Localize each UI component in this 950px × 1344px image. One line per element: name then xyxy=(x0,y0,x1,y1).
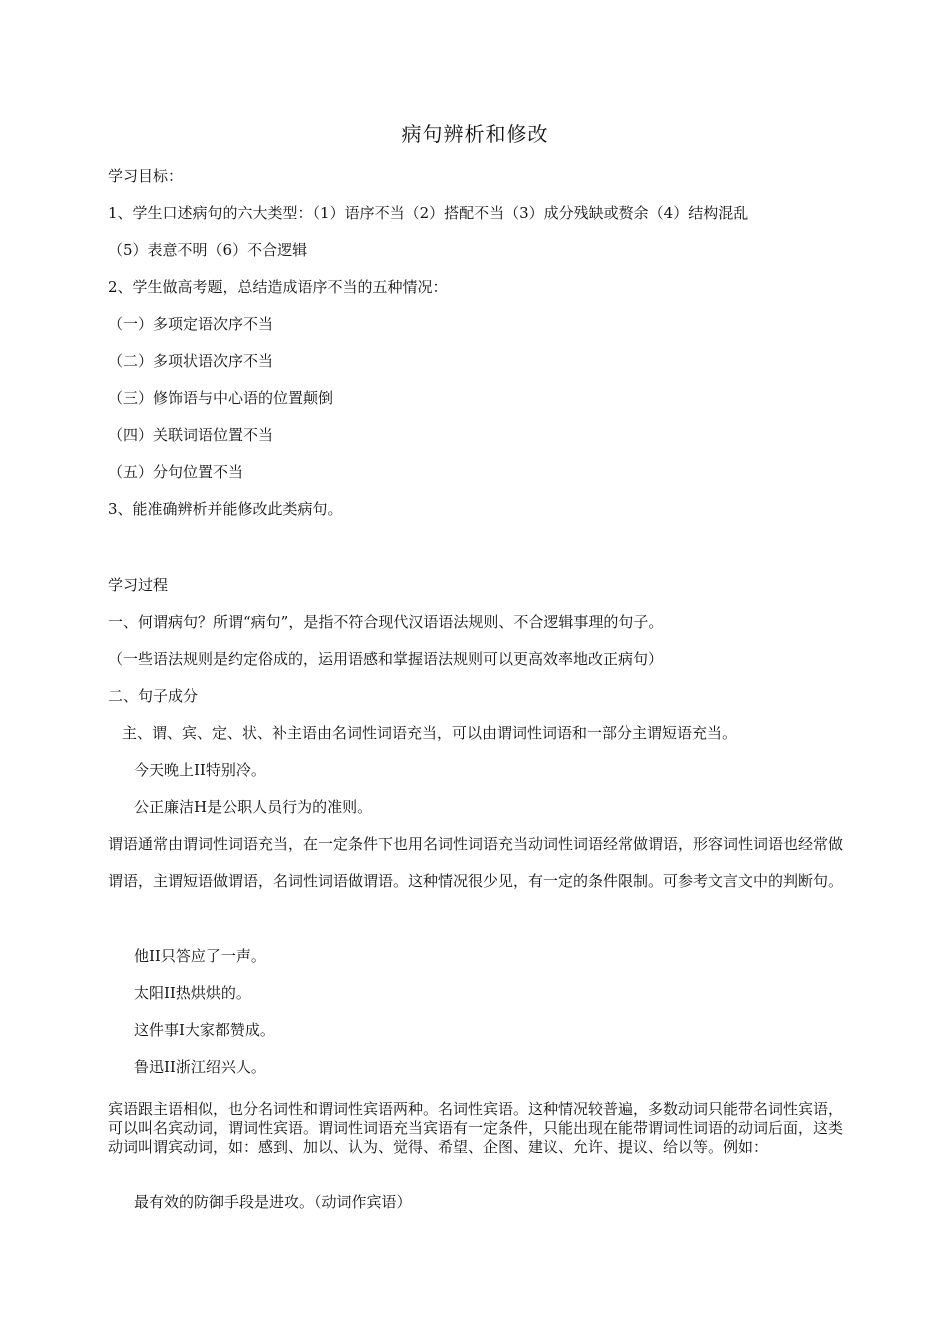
goal-1: 1、学生口述病句的六大类型：（1）语序不当（2）搭配不当（3）成分残缺或赘余（4）结构混乱 xyxy=(108,204,749,222)
section-1: 一、何谓病句？所谓“病句”，是指不符合现代汉语语法规则、不合逻辑事理的句子。 xyxy=(108,613,664,631)
section-2-heading: 二、句子成分 xyxy=(108,687,199,705)
goal-2: 2、学生做高考题，总结造成语序不当的五种情况： xyxy=(108,278,448,296)
goal-3: 3、能准确辨析并能修改此类病句。 xyxy=(108,500,343,518)
case-1: （一）多项定语次序不当 xyxy=(108,315,274,333)
example-sentence: 最有效的防御手段是进攻。（动词作宾语） xyxy=(134,1193,412,1211)
case-4: （四）关联词语位置不当 xyxy=(108,426,274,444)
section-2-description: 主、谓、宾、定、状、补主语由名词性词语充当，可以由谓词性词语和一部分主谓短语充当。 xyxy=(122,724,738,742)
example-sentence: 太阳II热烘烘的。 xyxy=(134,984,251,1002)
example-sentence: 今天晚上II特别冷。 xyxy=(134,761,266,779)
case-5: （五）分句位置不当 xyxy=(108,463,244,481)
example-sentence: 鲁迅II浙江绍兴人。 xyxy=(134,1058,266,1076)
goal-1-continued: （5）表意不明（6）不合逻辑 xyxy=(108,241,308,259)
example-sentence: 这件事I大家都赞成。 xyxy=(134,1021,275,1039)
goals-heading: 学习目标： xyxy=(108,167,184,185)
predicate-paragraph: 谓语通常由谓词性词语充当，在一定条件下也用名词性词语充当动词性词语经常做谓语，形容词性词语也经常做谓语，主谓短语做谓语，名词性词语做谓语。这种情况很少见，有一定的条件限制。可参考文言文中的判断句。 xyxy=(108,835,844,890)
process-heading: 学习过程 xyxy=(108,576,169,594)
case-2: （二）多项状语次序不当 xyxy=(108,352,274,370)
case-3: （三）修饰语与中心语的位置颠倒 xyxy=(108,389,334,407)
object-paragraph: 宾语跟主语相似，也分名词性和谓词性宾语两种。名词性宾语。这种情况较普遍，多数动词只能带名词性宾语，可以叫名宾动词，谓词性宾语。谓词性词语充当宾语有一定条件，只能出现在能带谓词性词语的动词后面，这类动词叫谓宾动词，如：感到、加以、认为、觉得、希望、企图、建议、允许、提议、给以等。例如： xyxy=(108,1100,844,1156)
example-sentence: 公正廉洁H是公职人员行为的准则。 xyxy=(134,798,373,816)
example-sentence: 他II只答应了一声。 xyxy=(134,947,266,965)
page-title: 病句辨析和修改 xyxy=(401,122,549,146)
section-1-note: （一些语法规则是约定俗成的，运用语感和掌握语法规则可以更高效率地改正病句） xyxy=(108,650,664,668)
